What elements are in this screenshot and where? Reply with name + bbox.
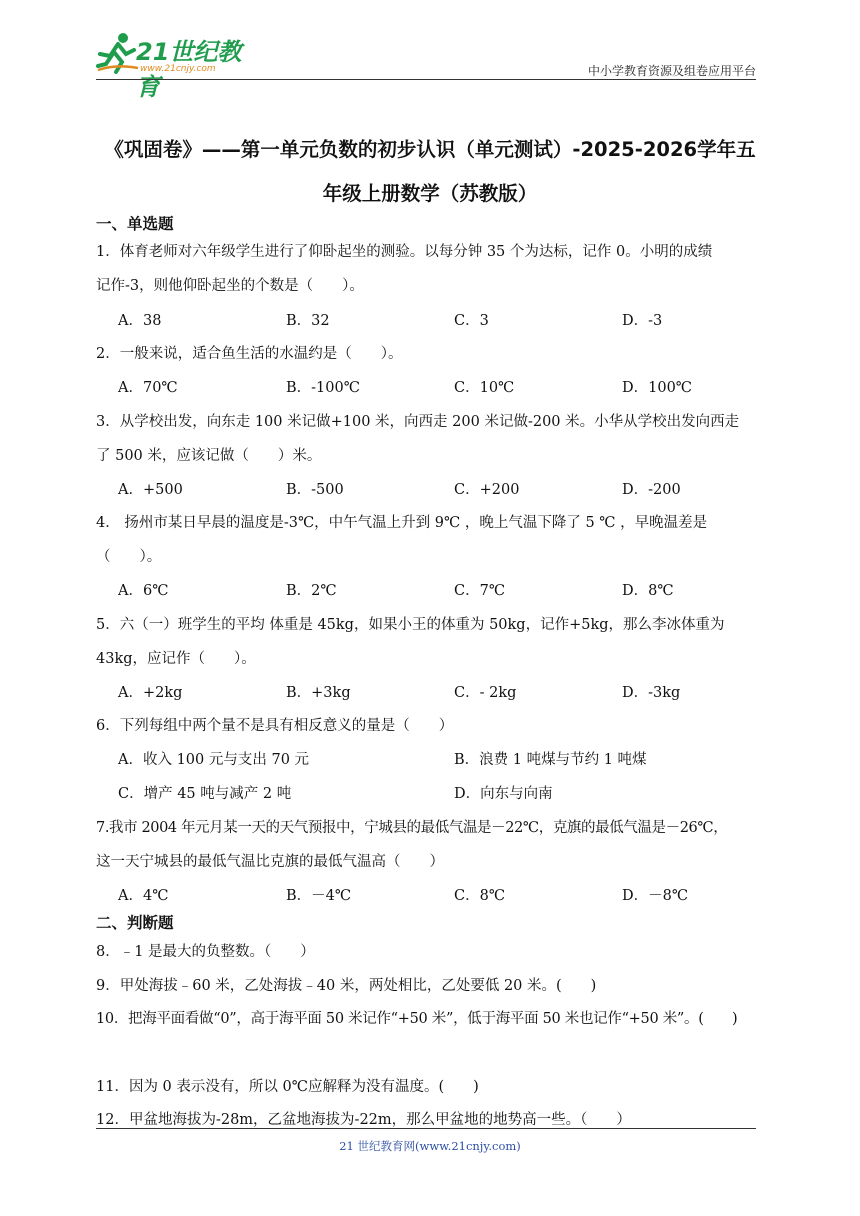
question-1-option-a: A．38 bbox=[118, 313, 162, 329]
question-7-option-c: C．8℃ bbox=[454, 888, 506, 904]
question-1-option-b: B．32 bbox=[286, 313, 330, 329]
question-12: 12．甲盆地海拔为-28m，乙盆地海拔为-22m，那么甲盆地的地势高一些。（ ） bbox=[96, 1112, 631, 1128]
page-header bbox=[96, 30, 756, 101]
question-6-option-a: A．收入 100 元与支出 70 元 bbox=[118, 752, 310, 768]
question-1-line-1: 1．体育老师对六年级学生进行了仰卧起坐的测验。以每分钟 35 个为达标，记作 0。小明的成绩 bbox=[96, 244, 713, 260]
question-5-line-2: 43kg，应记作（ ）。 bbox=[96, 651, 256, 667]
question-2-option-a: A．70℃ bbox=[118, 380, 178, 396]
question-3-option-c: C．+200 bbox=[454, 482, 520, 498]
question-4-option-c: C．7℃ bbox=[454, 583, 506, 599]
question-4-option-a: A．6℃ bbox=[118, 583, 169, 599]
question-3-option-d: D．-200 bbox=[622, 482, 681, 498]
question-2-option-b: B．-100℃ bbox=[286, 380, 360, 396]
header-platform-text: 中小学教育资源及组卷应用平台 bbox=[587, 64, 756, 78]
question-6-option-d: D．向东与向南 bbox=[454, 786, 553, 802]
question-9: 9．甲处海拔﹣60 米，乙处海拔﹣40 米，两处相比，乙处要低 20 米。( ) bbox=[96, 978, 597, 994]
title-line-2: 年级上册数学（苏教版） bbox=[322, 182, 538, 205]
question-4-line-1: 4． 扬州市某日早晨的温度是-3℃，中午气温上升到 9℃ ，晚上气温下降了 5 ℃ ，早晚温差是 bbox=[96, 515, 708, 531]
question-4-option-b: B．2℃ bbox=[286, 583, 337, 599]
question-4-line-2: （ ）。 bbox=[96, 549, 162, 565]
section-heading-true-false: 二、判断题 bbox=[96, 914, 174, 932]
question-1-line-2: 记作-3，则他仰卧起坐的个数是（ ）。 bbox=[96, 278, 364, 294]
question-3-line-2: 了 500 米，应该记做（ ）米。 bbox=[96, 448, 322, 464]
question-11: 11．因为 0 表示没有，所以 0℃应解释为没有温度。( ) bbox=[96, 1079, 479, 1095]
question-6-option-b: B．浪费 1 吨煤与节约 1 吨煤 bbox=[454, 752, 647, 768]
question-10: 10．把海平面看做“0”，高于海平面 50 米记作“+50 米”，低于海平面 50 米也记作“+50 米”。( ) bbox=[96, 1011, 738, 1027]
question-2-option-c: C．10℃ bbox=[454, 380, 515, 396]
question-5-option-c: C．- 2kg bbox=[454, 685, 517, 701]
question-7-line-1: 7.我市 2004 年元月某一天的天气预报中，宁城县的最低气温是－22℃，克旗的最低气温是－26℃， bbox=[96, 820, 728, 836]
question-4-option-d: D．8℃ bbox=[622, 583, 674, 599]
question-2-option-d: D．100℃ bbox=[622, 380, 693, 396]
question-7-option-b: B．－4℃ bbox=[286, 888, 352, 904]
question-8: 8．﹣1 是最大的负整数。（ ） bbox=[96, 944, 315, 960]
question-5-option-a: A．+2kg bbox=[118, 685, 183, 701]
title-line-1: 《巩固卷》——第一单元负数的初步认识（单元测试）-2025-2026学年五 bbox=[104, 138, 756, 161]
question-1-option-d: D．-3 bbox=[622, 313, 663, 329]
footer-divider bbox=[96, 1128, 756, 1129]
question-5-option-d: D．-3kg bbox=[622, 685, 681, 701]
header-divider bbox=[96, 79, 756, 80]
question-7-option-d: D．－8℃ bbox=[622, 888, 689, 904]
question-5-line-1: 5．六（一）班学生的平均 体重是 45kg，如果小王的体重为 50kg，记作+5kg，那么李冰体重为 bbox=[96, 617, 725, 633]
section-heading-single-choice: 一、单选题 bbox=[96, 215, 174, 233]
question-7-option-a: A．4℃ bbox=[118, 888, 169, 904]
question-7-line-2: 这一天宁城县的最低气温比克旗的最低气温高（ ） bbox=[96, 854, 444, 870]
question-3-line-1: 3．从学校出发，向东走 100 米记做+100 米，向西走 200 米记做-200 米。小华从学校出发向西走 bbox=[96, 414, 740, 430]
question-5-option-b: B．+3kg bbox=[286, 685, 351, 701]
logo-text: 21世纪教育 bbox=[136, 38, 242, 101]
document-title bbox=[96, 128, 764, 216]
question-3-option-a: A．+500 bbox=[118, 482, 183, 498]
question-1-option-c: C．3 bbox=[454, 313, 489, 329]
footer-text: 21 世纪教育网(www.21cnjy.com) bbox=[339, 1139, 521, 1153]
logo-url: www.21cnjy.com bbox=[140, 64, 216, 74]
question-3-option-b: B．-500 bbox=[286, 482, 344, 498]
site-logo bbox=[96, 30, 256, 101]
question-6-option-c: C．增产 45 吨与减产 2 吨 bbox=[118, 786, 292, 802]
runner-logo-icon bbox=[96, 30, 140, 76]
question-6-line-1: 6．下列每组中两个量不是具有相反意义的量是（ ） bbox=[96, 718, 454, 734]
question-2-line-1: 2．一般来说，适合鱼生活的水温约是（ ）。 bbox=[96, 346, 403, 362]
